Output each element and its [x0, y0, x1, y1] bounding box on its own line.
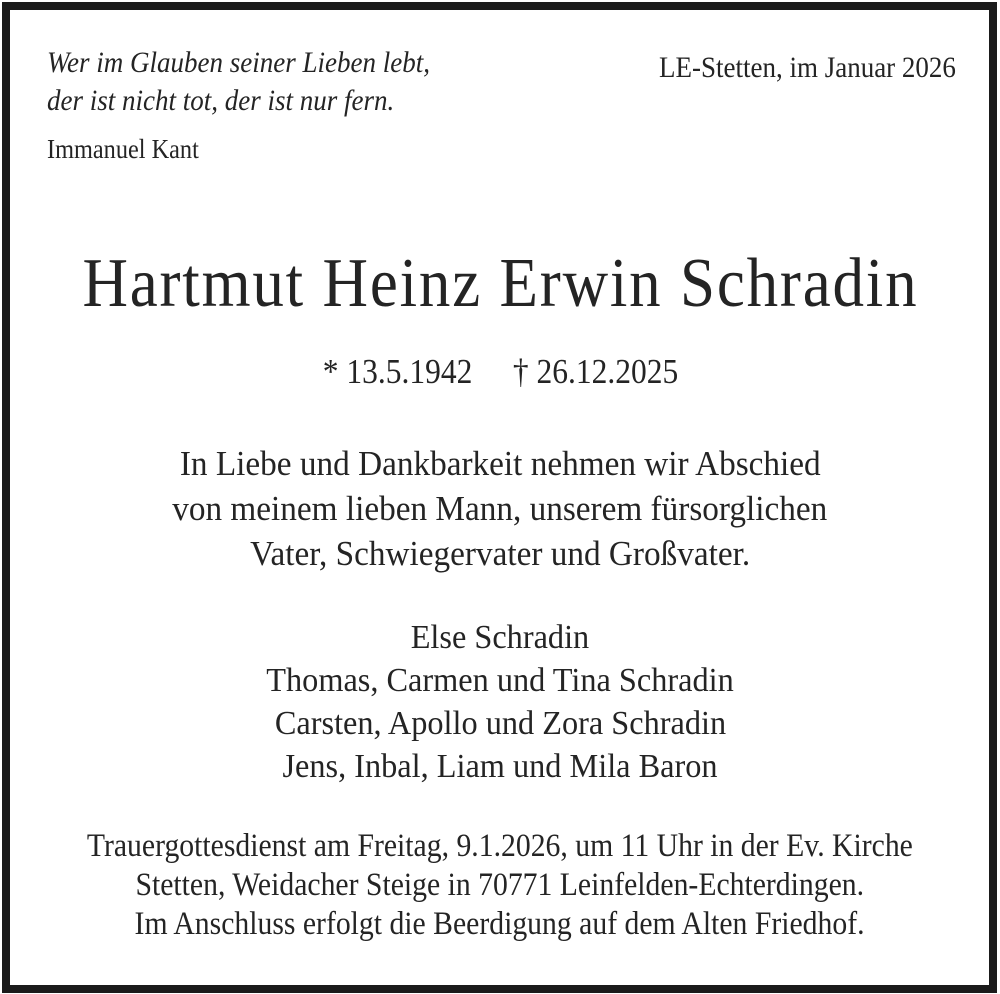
- quote-line: [47, 44, 473, 82]
- mourner-line: [0, 702, 1000, 745]
- farewell-line: [0, 441, 1000, 486]
- farewell-line-text: Vater, Schwiegervater und Großvater.: [249, 534, 750, 573]
- mourner-line-text: Thomas, Carmen und Tina Schradin: [266, 662, 734, 699]
- farewell-line: [0, 486, 1000, 531]
- farewell-line-text: In Liebe und Dankbarkeit nehmen wir Abschied: [179, 444, 821, 483]
- quote-line-text: der ist nicht tot, der ist nur fern.: [47, 84, 395, 117]
- mourner-line-text: Jens, Inbal, Liam und Mila Baron: [282, 748, 718, 785]
- funeral-line: [0, 905, 1000, 944]
- deceased-name: [0, 244, 1000, 324]
- dateline-text: LE-Stetten, im Januar 2026: [659, 51, 956, 84]
- farewell-line: [0, 531, 1000, 576]
- funeral-line-text: Im Anschluss erfolgt die Beerdigung auf dem Alten Friedhof.: [134, 906, 865, 942]
- quote-attribution-text: Immanuel Kant: [47, 134, 199, 164]
- life-dates-text: [322, 352, 678, 392]
- farewell-line-text: von meinem lieben Mann, unserem fürsorglichen: [172, 489, 828, 528]
- deceased-name-text: Hartmut Heinz Erwin Schradin: [82, 245, 918, 322]
- quote-attribution: [47, 133, 216, 165]
- quote-line: [47, 82, 473, 120]
- mourner-line-text: Else Schradin: [410, 619, 590, 656]
- mourners-block: [0, 616, 1000, 788]
- funeral-info-block: [0, 827, 1000, 944]
- birth-date: * 13.5.1942: [322, 352, 472, 391]
- life-dates: [0, 352, 1000, 392]
- farewell-block: [0, 441, 1000, 576]
- mourner-line-text: Carsten, Apollo und Zora Schradin: [274, 705, 726, 742]
- funeral-line-text: Trauergottesdienst am Freitag, 9.1.2026, um 11 Uhr in der Ev. Kirche: [87, 828, 913, 864]
- mourner-line: [0, 745, 1000, 788]
- quote-block: [47, 44, 473, 120]
- funeral-line: [0, 827, 1000, 866]
- death-date: † 26.12.2025: [512, 352, 678, 391]
- funeral-line-text: Stetten, Weidacher Steige in 70771 Leinfelden-Echterdingen.: [135, 867, 865, 903]
- quote-line-text: Wer im Glauben seiner Lieben lebt,: [47, 46, 430, 79]
- mourner-line: [0, 659, 1000, 702]
- dateline: [626, 50, 956, 86]
- mourner-line: [0, 616, 1000, 659]
- funeral-line: [0, 866, 1000, 905]
